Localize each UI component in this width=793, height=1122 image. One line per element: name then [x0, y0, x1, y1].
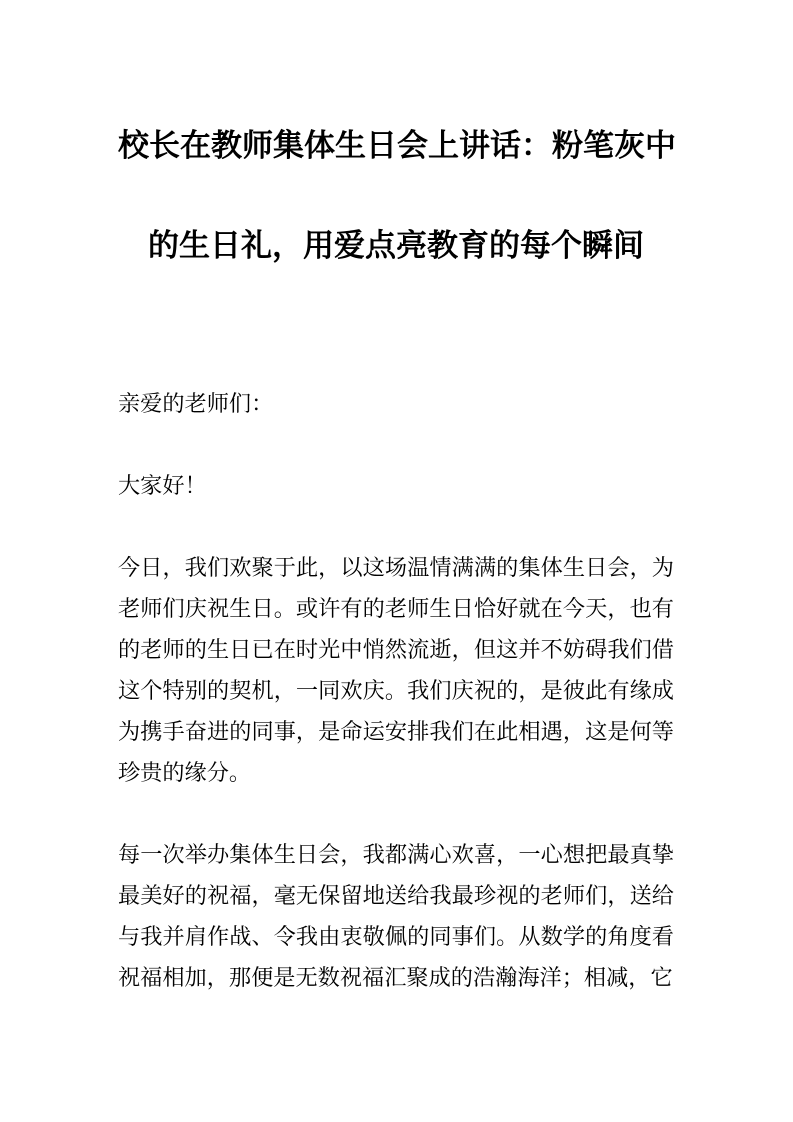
document-body [118, 383, 674, 998]
document-content [118, 96, 674, 998]
paragraph-body-1: 今日，我们欢聚于此，以这场温情满满的集体生日会，为老师们庆祝生日。或许有的老师生日恰好就在今天，也有的老师的生日已在时光中悄然流逝，但这并不妨碍我们借这个特别的契机，一同欢庆。我们庆祝的，是彼此有缘成为携手奋进的同事，是命运安排我们在此相遇，这是何等珍贵的缘分。 [118, 555, 674, 785]
document-title-line-2: 的生日礼，用爱点亮教育的每个瞬间 [148, 228, 644, 263]
document-title-line-1: 校长在教师集体生日会上讲话：粉笔灰中 [118, 128, 676, 163]
document-title [118, 96, 674, 296]
paragraph-body-2: 每一次举办集体生日会，我都满心欢喜，一心想把最真挚最美好的祝福，毫无保留地送给我最珍视的老师们，送给与我并肩作战、令我由衷敬佩的同事们。从数学的角度看祝福相加，那便是无数祝福汇聚成的浩瀚海洋；相减，它 [118, 842, 674, 990]
paragraph-greeting: 大家好！ [118, 473, 207, 498]
paragraph-salutation: 亲爱的老师们： [118, 391, 274, 416]
